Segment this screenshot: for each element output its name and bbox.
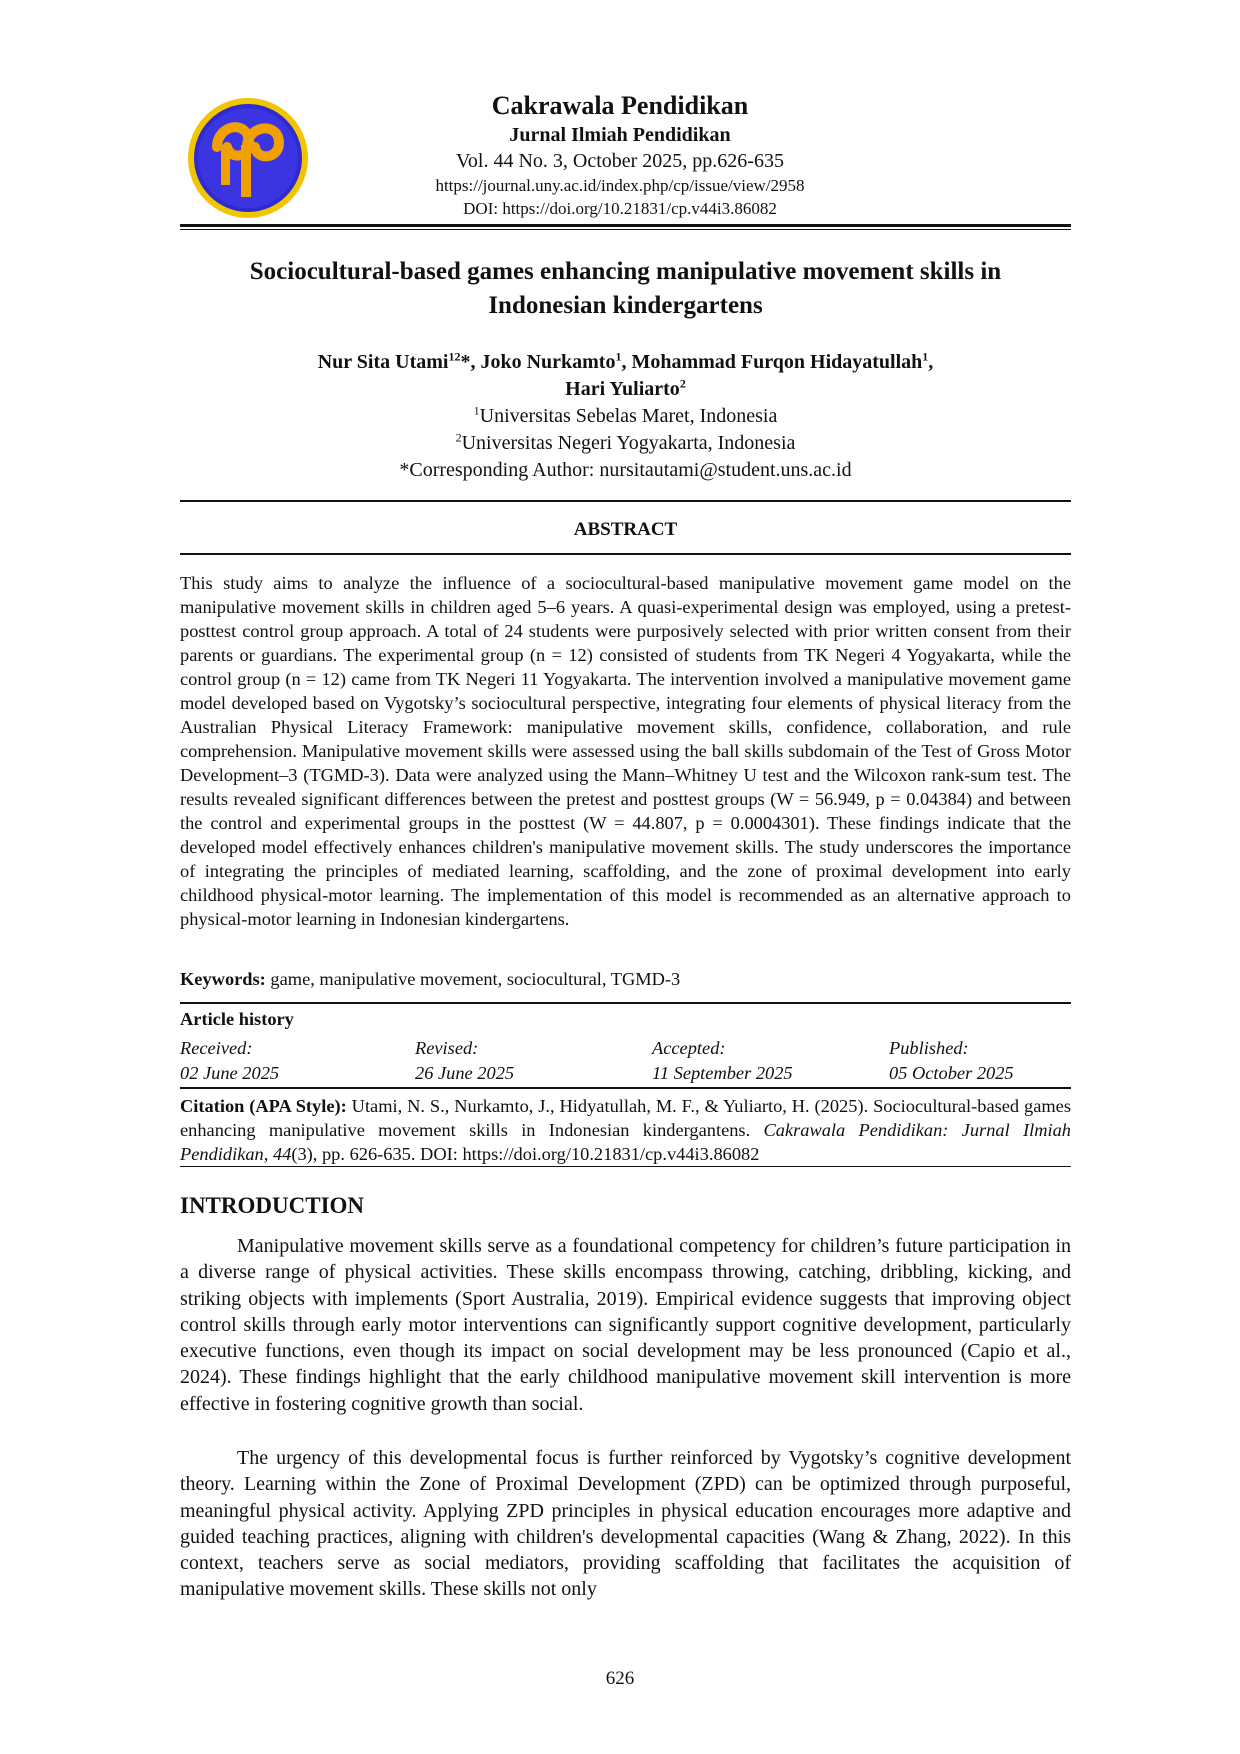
intro-paragraph-1: Manipulative movement skills serve as a foundational competency for children’s future participation in a diverse range of physical activities. These skills encompass throwing, catching, dribbling, kicking, and striking objects with implements (Sport Australia, 2019). Empirical evidence suggests that improving object control skills through early motor interventions can significantly support cognitive development, particularly executive functions, even though its impact on social development may be less pronounced (Capio et al., 2024). These findings highlight that the early childhood manipulative movement skill intervention is more effective in fostering cognitive growth than social. (180, 1235, 1071, 1415)
journal-url[interactable]: https://journal.uny.ac.id/index.php/cp/issue/view/2958 (435, 176, 805, 195)
divider (180, 1166, 1071, 1167)
revised-date: Revised: 26 June 2025 (415, 1038, 515, 1083)
section-heading: INTRODUCTION (180, 1193, 365, 1218)
journal-volume: Vol. 44 No. 3, October 2025, pp.626-635 (456, 150, 784, 172)
journal-header (330, 90, 910, 220)
intro-paragraph-2: The urgency of this developmental focus is further reinforced by Vygotsky’s cognitive development theory. Learning within the Zone of Proximal Development (ZPD) can be optimized through purposeful, meaningful physical activity. Applying ZPD principles in physical education encourages more adaptive and guided teaching practices, aligning with children's developmental capacities (Wang & Zhang, 2022). In this context, teachers serve as social mediators, providing scaffolding that facilitates the acquisition of manipulative movement skills. These skills not only (180, 1447, 1071, 1601)
header-rule (180, 224, 1071, 230)
author-list: Nur Sita Utami$^{12}$*, Joko Nurkamto$^1$, Mohammad Furqon Hidayatullah$^1$, Hari Yuliarto$^2$ (317, 349, 934, 400)
author-name: Mohammad Furqon Hidayatullah (631, 351, 923, 373)
divider (180, 500, 1071, 502)
affiliation-1: $^1$Universitas Sebelas Maret, Indonesia (473, 403, 778, 427)
author-name: Joko Nurkamto (480, 351, 616, 373)
abstract-text: This study aims to analyze the influence of a sociocultural-based manipulative movement game model on the manipulative movement skills in children aged 5–6 years. A quasi-experimental design was employed, using a pretest-posttest control group approach. A total of 24 students were purposively selected with prior written consent from their parents or guardians. The experimental group (n = 12) consisted of students from TK Negeri 4 Yogyakarta, while the control group (n = 12) came from TK Negeri 11 Yogyakarta. The intervention involved a manipulative movement game model developed based on Vygotsky’s sociocultural perspective, integrating four elements of physical literacy from the Australian Physical Literacy Framework: manipulative movement skills, confidence, collaboration, and rule comprehension. Manipulative movement skills were assessed using the ball skills subdomain of the Test of Gross Motor Development–3 (TGMD-3). Data were analyzed using the Mann–Whitney U test and the Wilcoxon rank-sum test. The results revealed significant differences between the pretest and posttest groups (W = 56.949, p = 0.04384) and between the control and experimental groups in the posttest (W = 44.807, p = 0.0004301). These findings indicate that the developed model effectively enhances children's manipulative movement skills. The study underscores the importance of integrating the principles of mediated learning, scaffolding, and the zone of proximal development into early childhood physical-motor learning. The implementation of this model is recommended as an alternative approach to physical-motor learning in Indonesian kindergartens. (180, 573, 1071, 929)
page-number: 626 (605, 1668, 635, 1689)
received-date: Received: 02 June 2025 (180, 1038, 280, 1083)
divider (180, 1002, 1071, 1004)
journal-doi[interactable]: DOI: https://doi.org/10.21831/cp.v44i3.86082 (463, 199, 777, 218)
citation: Citation (APA Style): Utami, N. S., Nurkamto, J., Hidyatullah, M. F., & Yuliarto, H. (2025). Sociocultural-based games enhancing manipulative movement skills in Indonesian kindergantens. Cakrawala Pendidikan: Jurnal Ilmiah Pendidikan, 44(3), pp. 626-635. DOI: https://doi.org/10.21831/cp.v44i3.86082 (180, 1096, 1071, 1164)
keywords: Keywords: game, manipulative movement, sociocultural, TGMD-3 (180, 969, 681, 989)
journal-name: Cakrawala Pendidikan (491, 91, 749, 120)
published-date: Published: 05 October 2025 (889, 1038, 1014, 1083)
affiliation-2: $^2$Universitas Negeri Yogyakarta, Indonesia (455, 430, 796, 454)
journal-logo (187, 97, 309, 219)
abstract-heading: ABSTRACT (573, 519, 678, 540)
journal-subtitle: Jurnal Ilmiah Pendidikan (509, 124, 731, 146)
divider (180, 553, 1071, 555)
divider (180, 1087, 1071, 1089)
author-name: Nur Sita Utami (317, 351, 449, 373)
corresponding-author: *Corresponding Author: nursitautami@student.uns.ac.id (399, 459, 852, 481)
accepted-date: Accepted: 11 September 2025 (652, 1038, 793, 1083)
author-name: Hari Yuliarto (565, 378, 680, 400)
article-history-label: Article history (180, 1009, 294, 1029)
article-title: Sociocultural-based games enhancing manipulative movement skills in Indonesian kindergartens (249, 258, 1002, 319)
